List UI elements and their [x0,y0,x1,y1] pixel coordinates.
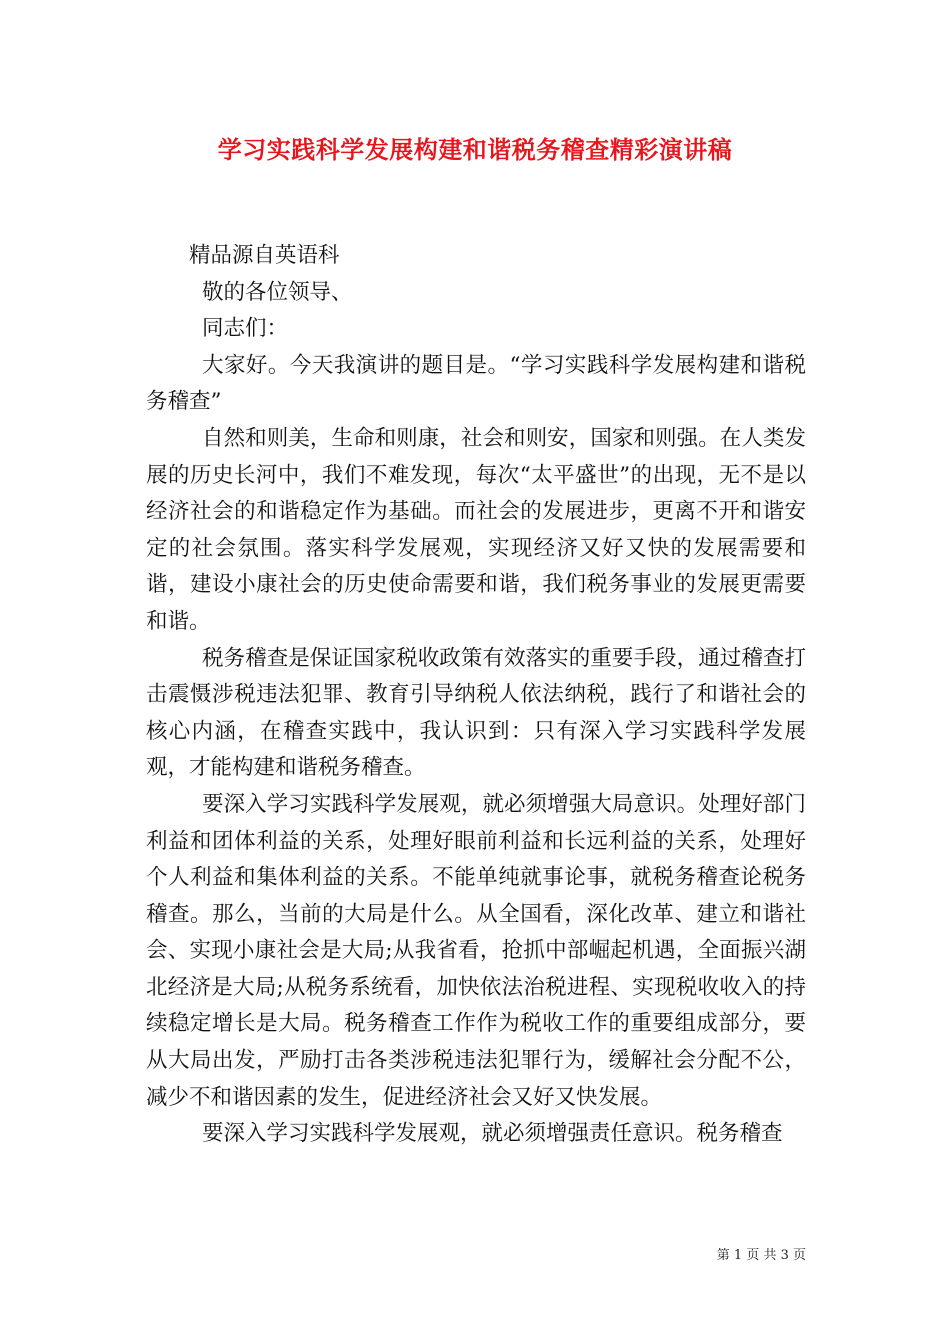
paragraph-harmony-intro: 自然和则美，生命和则康，社会和则安，国家和则强。在人类发展的历史长河中，我们不难发现，每次“太平盛世”的出现，无不是以经济社会的和谐稳定作为基础。而社会的发展进步，更离不开和谐安定的社会氛围。落实科学发展观，实现经济又好又快的发展需要和谐，建设小康社会的历史使命需要和谐，我们税务事业的发展更需要和谐。 [146,425,806,634]
paragraph-source-note: 精品源自英语科 [189,243,340,268]
page-number-footer: 第 1 页 共 3 页 [716,1248,806,1263]
paragraph-tax-audit-role: 税务稽查是保证国家税收政策有效落实的重要手段，通过稽查打击震慑涉税违法犯罪、教育引导纳税人依法纳税，践行了和谐社会的核心内涵，在稽查实践中，我认识到：只有深入学习实践科学发展观，才能构建和谐税务稽查。 [146,645,806,781]
document-body [146,238,806,1153]
paragraph-salutation-comrades: 同志们： [202,316,289,342]
document-title: 学习实践科学发展构建和谐税务稽查精彩演讲稿 [217,135,733,164]
paragraph-responsibility: 要深入学习实践科学发展观，就必须增强责任意识。税务稽查 [202,1121,783,1147]
paragraph-overall-awareness: 要深入学习实践科学发展观，就必须增强大局意识。处理好部门利益和团体利益的关系，处理好眼前利益和长远利益的关系，处理好个人利益和集体利益的关系。不能单纯就事论事，就税务稽查论税务稽查。那么，当前的大局是什么。从全国看，深化改革、建立和谐社会、实现小康社会是大局;从我省看，抢抓中部崛起机遇，全面振兴湖北经济是大局;从税务系统看，加快依法治税进程、实现税收收入的持续稳定增长是大局。税务稽查工作作为税收工作的重要组成部分，要从大局出发，严励打击各类涉税违法犯罪行为，缓解社会分配不公，减少不和谐因素的发生，促进经济社会又好又快发展。 [146,791,806,1110]
paragraph-greeting: 大家好。今天我演讲的题目是。“学习实践科学发展构建和谐税务稽查” [146,352,806,415]
paragraph-salutation-leaders: 敬的各位领导、 [202,279,353,305]
